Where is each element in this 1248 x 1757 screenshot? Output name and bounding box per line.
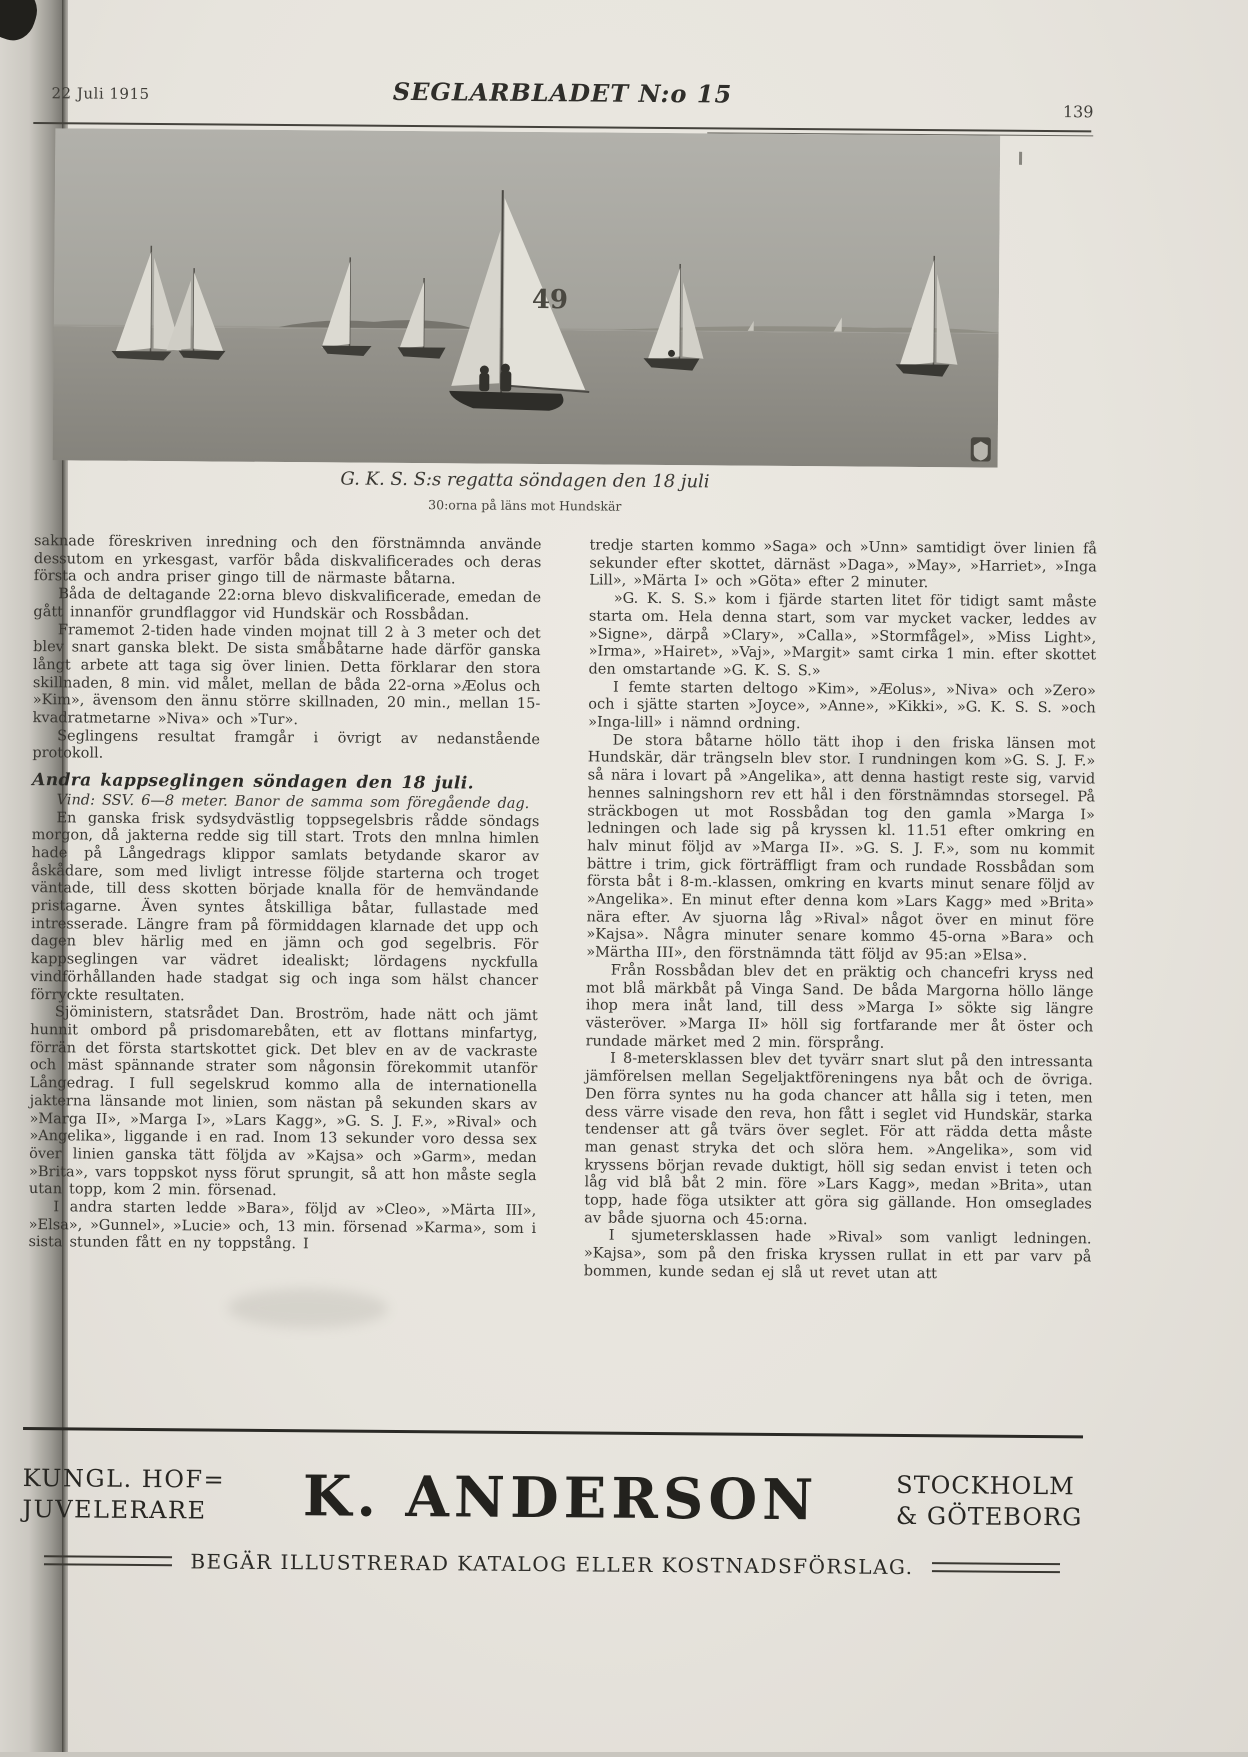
regatta-photo: [53, 128, 1001, 467]
section-heading: Andra kappseglingen söndagen den 18 juli.: [32, 770, 475, 794]
double-rule-right: [932, 1562, 1060, 1573]
advert-top-rule: [23, 1427, 1083, 1438]
paragraph: »G. K. S. S.» kom i fjärde starten litet för tidigt samt måste starta om. Hela denna start, som var mycket vacker, leddes av »Signe», därpå »Clary», »Calla», »Stormfågel», »Miss Light», »Irma», »Hairet», »Vaj», »Margit» samt cirka 1 min. efter skottet den omstartande »G. K. S. S.»: [588, 590, 1097, 680]
photo-caption-title: G. K. S. S:s regatta söndagen den 18 juli: [340, 468, 710, 493]
paragraph: I andra starten ledde »Bara», följd av »Cleo», »Märta III», »Elsa», »Gunnel», »Lucie» och, 13 min. försenad »Karma», som i sista stunden fått en ny toppstång. I: [28, 1199, 537, 1253]
paragraph: Framemot 2-tiden hade vinden mojnat till 2 à 3 meter och det blev snart ganska blekt. De sista småbåtarne hade därför ganska långt arbete att taga sig över linien. Detta förklarar den stora skillnaden, 8 min. vid målet, mellan de båda 22-orna »Æolus och »Kim», ävensom den ännu större skillnaden, 20 min., mellan 15-kvadratmetarne »Niva» och »Tur».: [32, 621, 541, 729]
advert-cities: [896, 1470, 1083, 1534]
photo-caption-subtitle: 30:orna på läns mot Hundskär: [428, 497, 622, 514]
paragraph: Sjöministern, statsrådet Dan. Broström, hade nätt och jämt hunnit ombord på prisdomarebåten, ett av flottans minfartyg, förrän det första startskottet gick. Det blev en av de vackraste och mäst spännande strater som någonsin förekommit utanför Långedrag. I full segelskrud kommo alla de internationella jakterna länsande mot linien, som nästan på sekunden skars av »Marga II», »Marga I», »Lars Kagg», »G. S. J. F.», »Rival» och »Angelika», liggande i en rad. Inom 13 sekunder voro dessa sex över linien ganska tätt följda av »Kajsa» och »Garm», medan »Brita», vars toppskot nyss förut sprungit, så att hon måste segla utan topp, kom 2 min. försenad.: [28, 1004, 538, 1200]
paragraph: I 8-metersklassen blev det tyvärr snart slut på den intressanta jämförelsen mellan Segeljaktföreningens nya båt och de övriga. Den förra syntes nu ha goda chancer att hålla sig i teten, men dess värre visade den reva, hon fått i seglet vid Hundskär, starka tendenser att gå tvärs över seglet. För att rädda detta måste man genast stryka det och slöra hem. »Angelika», som vid kryssens början revade duktigt, höll sig sedan envist i teten och låg vid blå båt 2 min. före »Lars Kagg», medan »Brita», utan topp, hade föga utsikter att göra sig gällande. Hon omseglades av både sjuorna och 45:orna.: [584, 1051, 1094, 1228]
page-number: 139: [1062, 102, 1094, 122]
paragraph: Båda de deltagande 22:orna blevo diskvalificerade, emedan de gått innanför grundflaggor vid Hundskär och Rossbådan.: [33, 586, 542, 624]
paragraph: I femte starten deltogo »Kim», »Æolus», »Niva» och »Zero» och i sjätte starten »Joyce», »Anne», »Kikki», »G. K. S. S. »och »Inga-lill» i nämnd ordning.: [588, 679, 1096, 733]
paragraph: En ganska frisk sydsydvästlig toppsegelsbris rådde söndags morgon, då jakterna redde sig till start. Trots den mnlna himlen hade på Långedrags klippor samlats betydande skaror av åskådare, som med livligt intresse följde starterna och troget väntade, till dess skotten började knalla för de hemvändande pristagarne. Även syntes åtskilliga båtar, fullastade med intresserade. Längre fram på förmiddagen klarnade det upp och dagen blev härlig med en jämn och god segelbris. För kappseglingen var vädret idealiskt; lördagens nyckfulla vindförhållanden hade stadgat sig och inga som hälst chancer förryckte resultaten.: [30, 809, 540, 1004]
advert-city-line2: & GÖTEBORG: [895, 1501, 1083, 1532]
paragraph: tredje starten kommo »Saga» och »Unn» samtidigt över linien få sekunder efter skottet, därnäst »Daga», »May», »Harriet», »Inga Lill», »Märta I» och »Göta» efter 2 minuter.: [589, 537, 1098, 592]
advert-tagline: BEGÄR ILLUSTRERAD KATALOG ELLER KOSTNADSFÖRSLAG.: [190, 1549, 914, 1580]
advert-tagline-row: [22, 1548, 1082, 1580]
masthead-title: SEGLARBLADET N:o 15: [392, 76, 733, 109]
paragraph: Seglingens resultat framgår i övrigt av nedanstående protokoll.: [32, 728, 541, 763]
issue-date: 22 Juli 1915: [51, 84, 150, 103]
advert-city-line1: STOCKHOLM: [896, 1470, 1075, 1501]
paragraph: saknade föreskriven inredning och den förstnämnda använde dessutom en yrkesgast, varför båda diskvalificerades och deras första och andra priser gingo till de närmaste båtarna.: [33, 533, 542, 588]
double-rule-left: [44, 1555, 172, 1566]
paragraph: De stora båtarne höllo tätt ihop i den friska länsen mot Hundskär, där trängseln blev stor. I rundningen kom »G. S. J. F.» så nära i lovart på »Angelika», att denna hastigt reste sig, varvid hennes salningshorn rev ett hål i den förstnämndas storsegel. På sträckbogen ut mot Rossbådan tog den gamla »Marga I» ledningen och lade sig på kryssen kl. 11.51 efter omkring en halv minut följd av »Marga II». »G. S. J. F.», som nu kommit bättre i trim, gick förträffligt fram och rundade Rossbådan som första båt i 8-m.-klassen, omkring en kvarts minut senare följd av »Angelika». En minut efter denna kom »Lars Kagg» med »Brita» nära efter. Av sjuorna låg »Rival» något över en minut före »Kajsa». Några minuter senare kommo 45-orna »Bara» och »Märtha III», den förstnämnda tätt följd av 95:an »Elsa».: [586, 732, 1096, 965]
paragraph: I sjumetersklassen hade »Rival» som vanligt ledningen. »Kajsa», som på den friska kryssen rullat in ett par varv på bommen, kunde sedan ej slå ut revet utan att: [583, 1228, 1092, 1283]
margin-ink-tick: [1019, 152, 1022, 165]
photo-stamp-emblem: [971, 437, 991, 461]
wind-note: Vind: SSV. 6—8 meter. Banor de samma som föregående dag.: [56, 792, 530, 812]
advert-left-line2: JUVELERARE: [22, 1495, 207, 1525]
paragraph: Från Rossbådan blev det en präktig och chancefri kryss ned mot blå märkbåt på Vinga Sand. De båda Margorna höllo länge ihop mera inåt land, till dess »Marga I» sökte sig längre västeröver. »Marga II» höll sig fortfarande mer åt öster och rundade märket med 2 min. försprång.: [585, 962, 1094, 1052]
regatta-photo-illustration: [53, 128, 1001, 467]
right-column: [584, 537, 1097, 1284]
left-column: [28, 533, 541, 1280]
advertiser-name: K. ANDERSON: [302, 1463, 819, 1534]
article-body: [28, 533, 1097, 1285]
sail-number: 49: [531, 284, 569, 316]
advert: [22, 1444, 1083, 1552]
advert-left-title: [22, 1463, 225, 1527]
bleed-through-smudge: [228, 1288, 388, 1329]
advert-left-line1: KUNGL. HOF=: [22, 1463, 226, 1494]
